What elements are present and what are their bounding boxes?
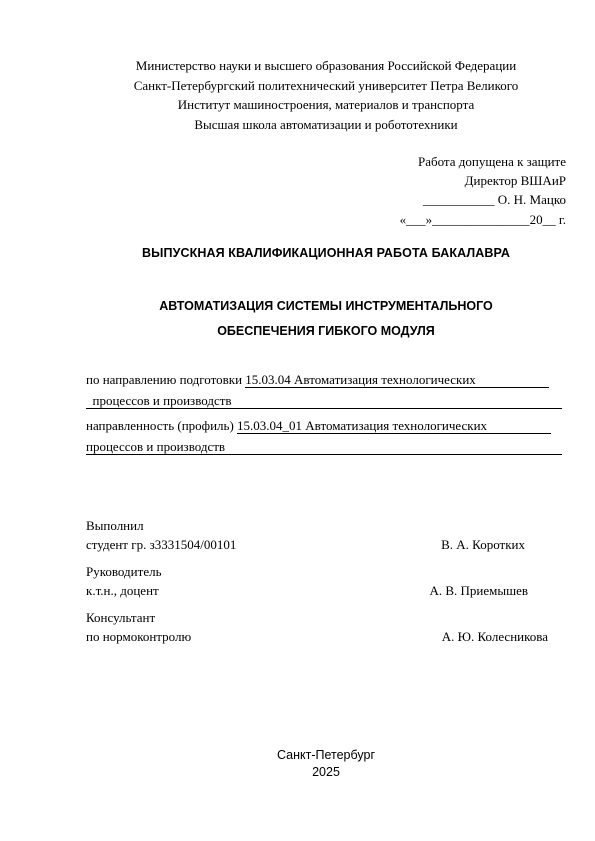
school-line: Высшая школа автоматизации и робототехники — [194, 116, 458, 132]
performer-name: В. А. Коротких — [441, 537, 525, 552]
footer-city: Санкт-Петербург — [276, 748, 376, 762]
direction-block — [86, 370, 562, 458]
approval-director: Директор ВШАиР — [464, 173, 566, 189]
people-block — [86, 516, 562, 654]
work-title-line-1: АВТОМАТИЗАЦИЯ СИСТЕМЫ ИНСТРУМЕНТАЛЬНОГО — [159, 299, 493, 313]
direction-value-2-text: процессов и производств — [92, 393, 232, 408]
profile-value-2: процессов и производств — [86, 439, 562, 455]
direction-value-1: 15.03.04 Автоматизация технологических — [245, 372, 549, 388]
approval-date: «___»_______________20__ г. — [399, 211, 566, 227]
performer-role: студент гр. з3331504/00101 — [86, 537, 237, 552]
profile-line-2 — [86, 437, 562, 458]
performer-label: Выполнил — [86, 518, 144, 533]
direction-label: по направлению подготовки — [86, 372, 246, 387]
work-title — [0, 294, 595, 344]
approval-admitted: Работа допущена к защите — [417, 154, 566, 169]
institute-line: Институт машиностроения, материалов и транспорта — [177, 97, 475, 112]
profile-label: направленность (профиль) — [86, 418, 238, 433]
ministry-line: Министерство науки и высшего образования Российской Федерации — [135, 58, 517, 73]
direction-value-2 — [86, 393, 562, 409]
supervisor-label: Руководитель — [86, 564, 162, 579]
profile-value-1: 15.03.04_01 Автоматизация технологических — [237, 418, 551, 434]
approval-signature: ___________ О. Н. Мацко — [423, 192, 566, 208]
consultant-role: по нормоконтролю — [86, 629, 192, 644]
supervisor-name: А. В. Приемышев — [429, 583, 528, 598]
consultant-block — [86, 608, 562, 646]
footer-year: 2025 — [312, 765, 340, 779]
university-line: Санкт-Петербургский политехнический университет Петра Великого — [133, 77, 519, 93]
direction-line-1 — [86, 370, 562, 391]
consultant-label: Консультант — [86, 610, 156, 625]
performer-block — [86, 516, 562, 554]
supervisor-role: к.т.н., доцент — [86, 583, 159, 598]
work-title-line-2: ОБЕСПЕЧЕНИЯ ГИБКОГО МОДУЛЯ — [217, 324, 435, 338]
supervisor-block — [86, 562, 562, 600]
profile-line-1 — [86, 416, 562, 437]
work-type-heading: ВЫПУСКНАЯ КВАЛИФИКАЦИОННАЯ РАБОТА БАКАЛАВРА — [142, 246, 510, 260]
approval-block — [400, 152, 566, 229]
consultant-name: А. Ю. Колесникова — [441, 629, 548, 644]
institution-header — [0, 56, 595, 134]
footer — [0, 747, 595, 781]
direction-line-2 — [86, 391, 562, 412]
